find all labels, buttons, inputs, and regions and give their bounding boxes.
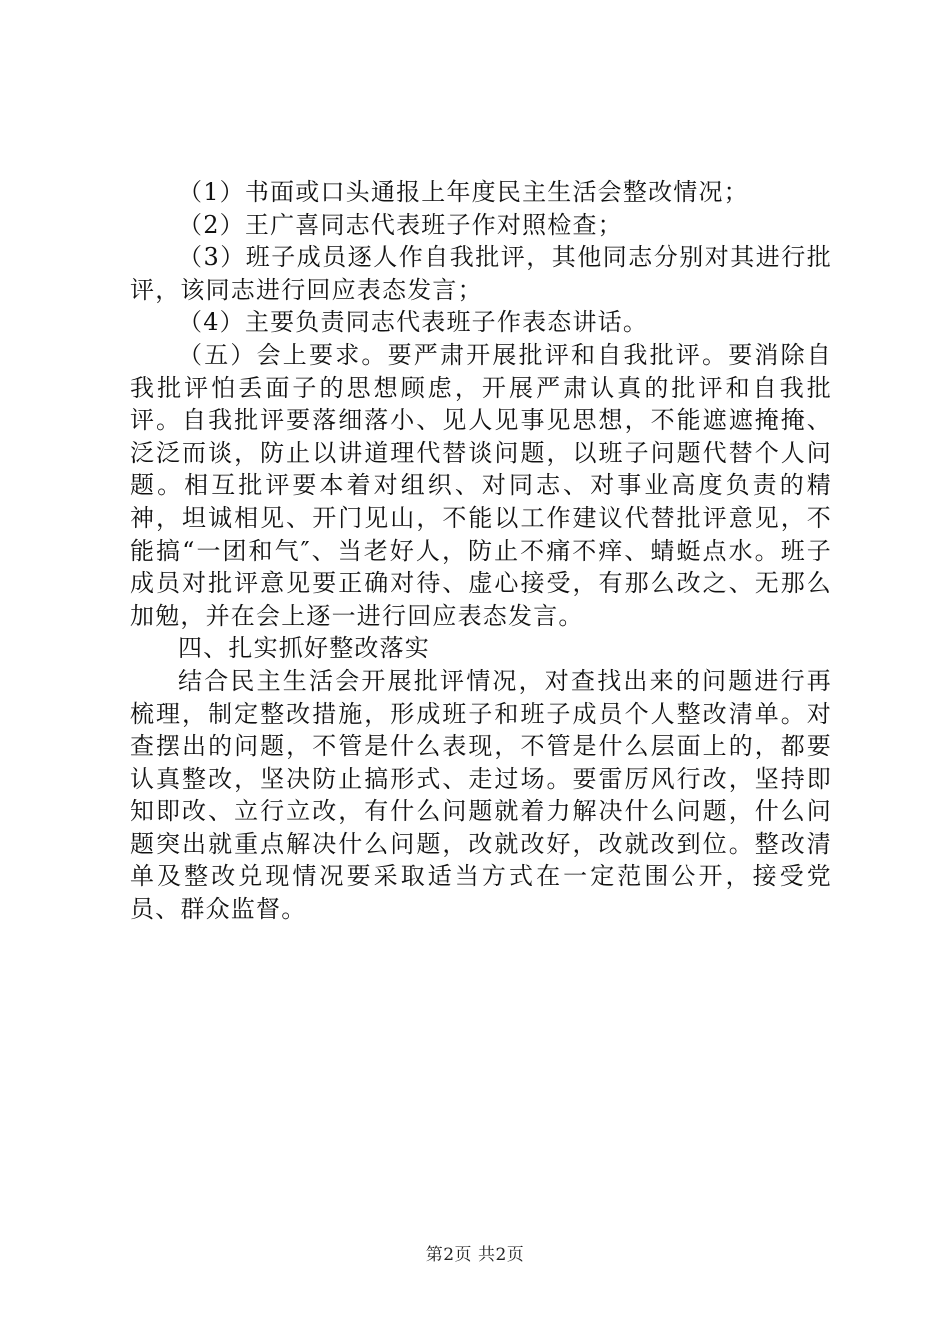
paragraph-item-4: （4）主要负责同志代表班子作表态讲话。 [178, 308, 649, 337]
paragraph-item-3: （3）班子成员逐人作自我批评，其他同志分别对其进行批评，该同志进行回应表态发言； [130, 243, 832, 304]
paragraph-item-1: （1）书面或口头通报上年度民主生活会整改情况； [178, 178, 749, 206]
page-footer: 第2页 共2页 [425, 1245, 525, 1265]
paragraph-meeting-requirements: （五）会上要求。要严肃开展批评和自我批评。要消除自我批评怕丢面子的思想顾虑，开展严肃认真的批评和自我批评。自我批评要落细落小、见人见事见思想，不能遮遮掩掩、泛泛而谈，防止以讲道理代替谈问题，以班子问题代替个人问题。相互批评要本着对组织、对同志、对事业高度负责的精神，坦诚相见、开门见山，不能以工作建议代替批评意见，不能搞“一团和气″、当老好人，防止不痛不痒、蜻蜓点水。班子成员对批评意见要正确对待、虚心接受，有那么改之、无那么加勉，并在会上逐一进行回应表态发言。 [130, 340, 832, 630]
paragraph-rectification: 结合民主生活会开展批评情况，对查找出来的问题进行再梳理，制定整改措施，形成班子和班子成员个人整改清单。对查摆出的问题，不管是什么表现，不管是什么层面上的，都要认真整改，坚决防止搞形式、走过场。要雷厉风行改，坚持即知即改、立行立改，有什么问题就着力解决什么问题，什么问题突出就重点解决什么问题，改就改好，改就改到位。整改清单及整改兑现情况要采取适当方式在一定范围公开，接受党员、群众监督。 [130, 666, 832, 924]
document-body [130, 176, 832, 926]
section-heading-rectification: 四、扎实抓好整改落实 [178, 634, 430, 663]
paragraph-item-2: （2）王广喜同志代表班子作对照检查； [178, 210, 623, 239]
